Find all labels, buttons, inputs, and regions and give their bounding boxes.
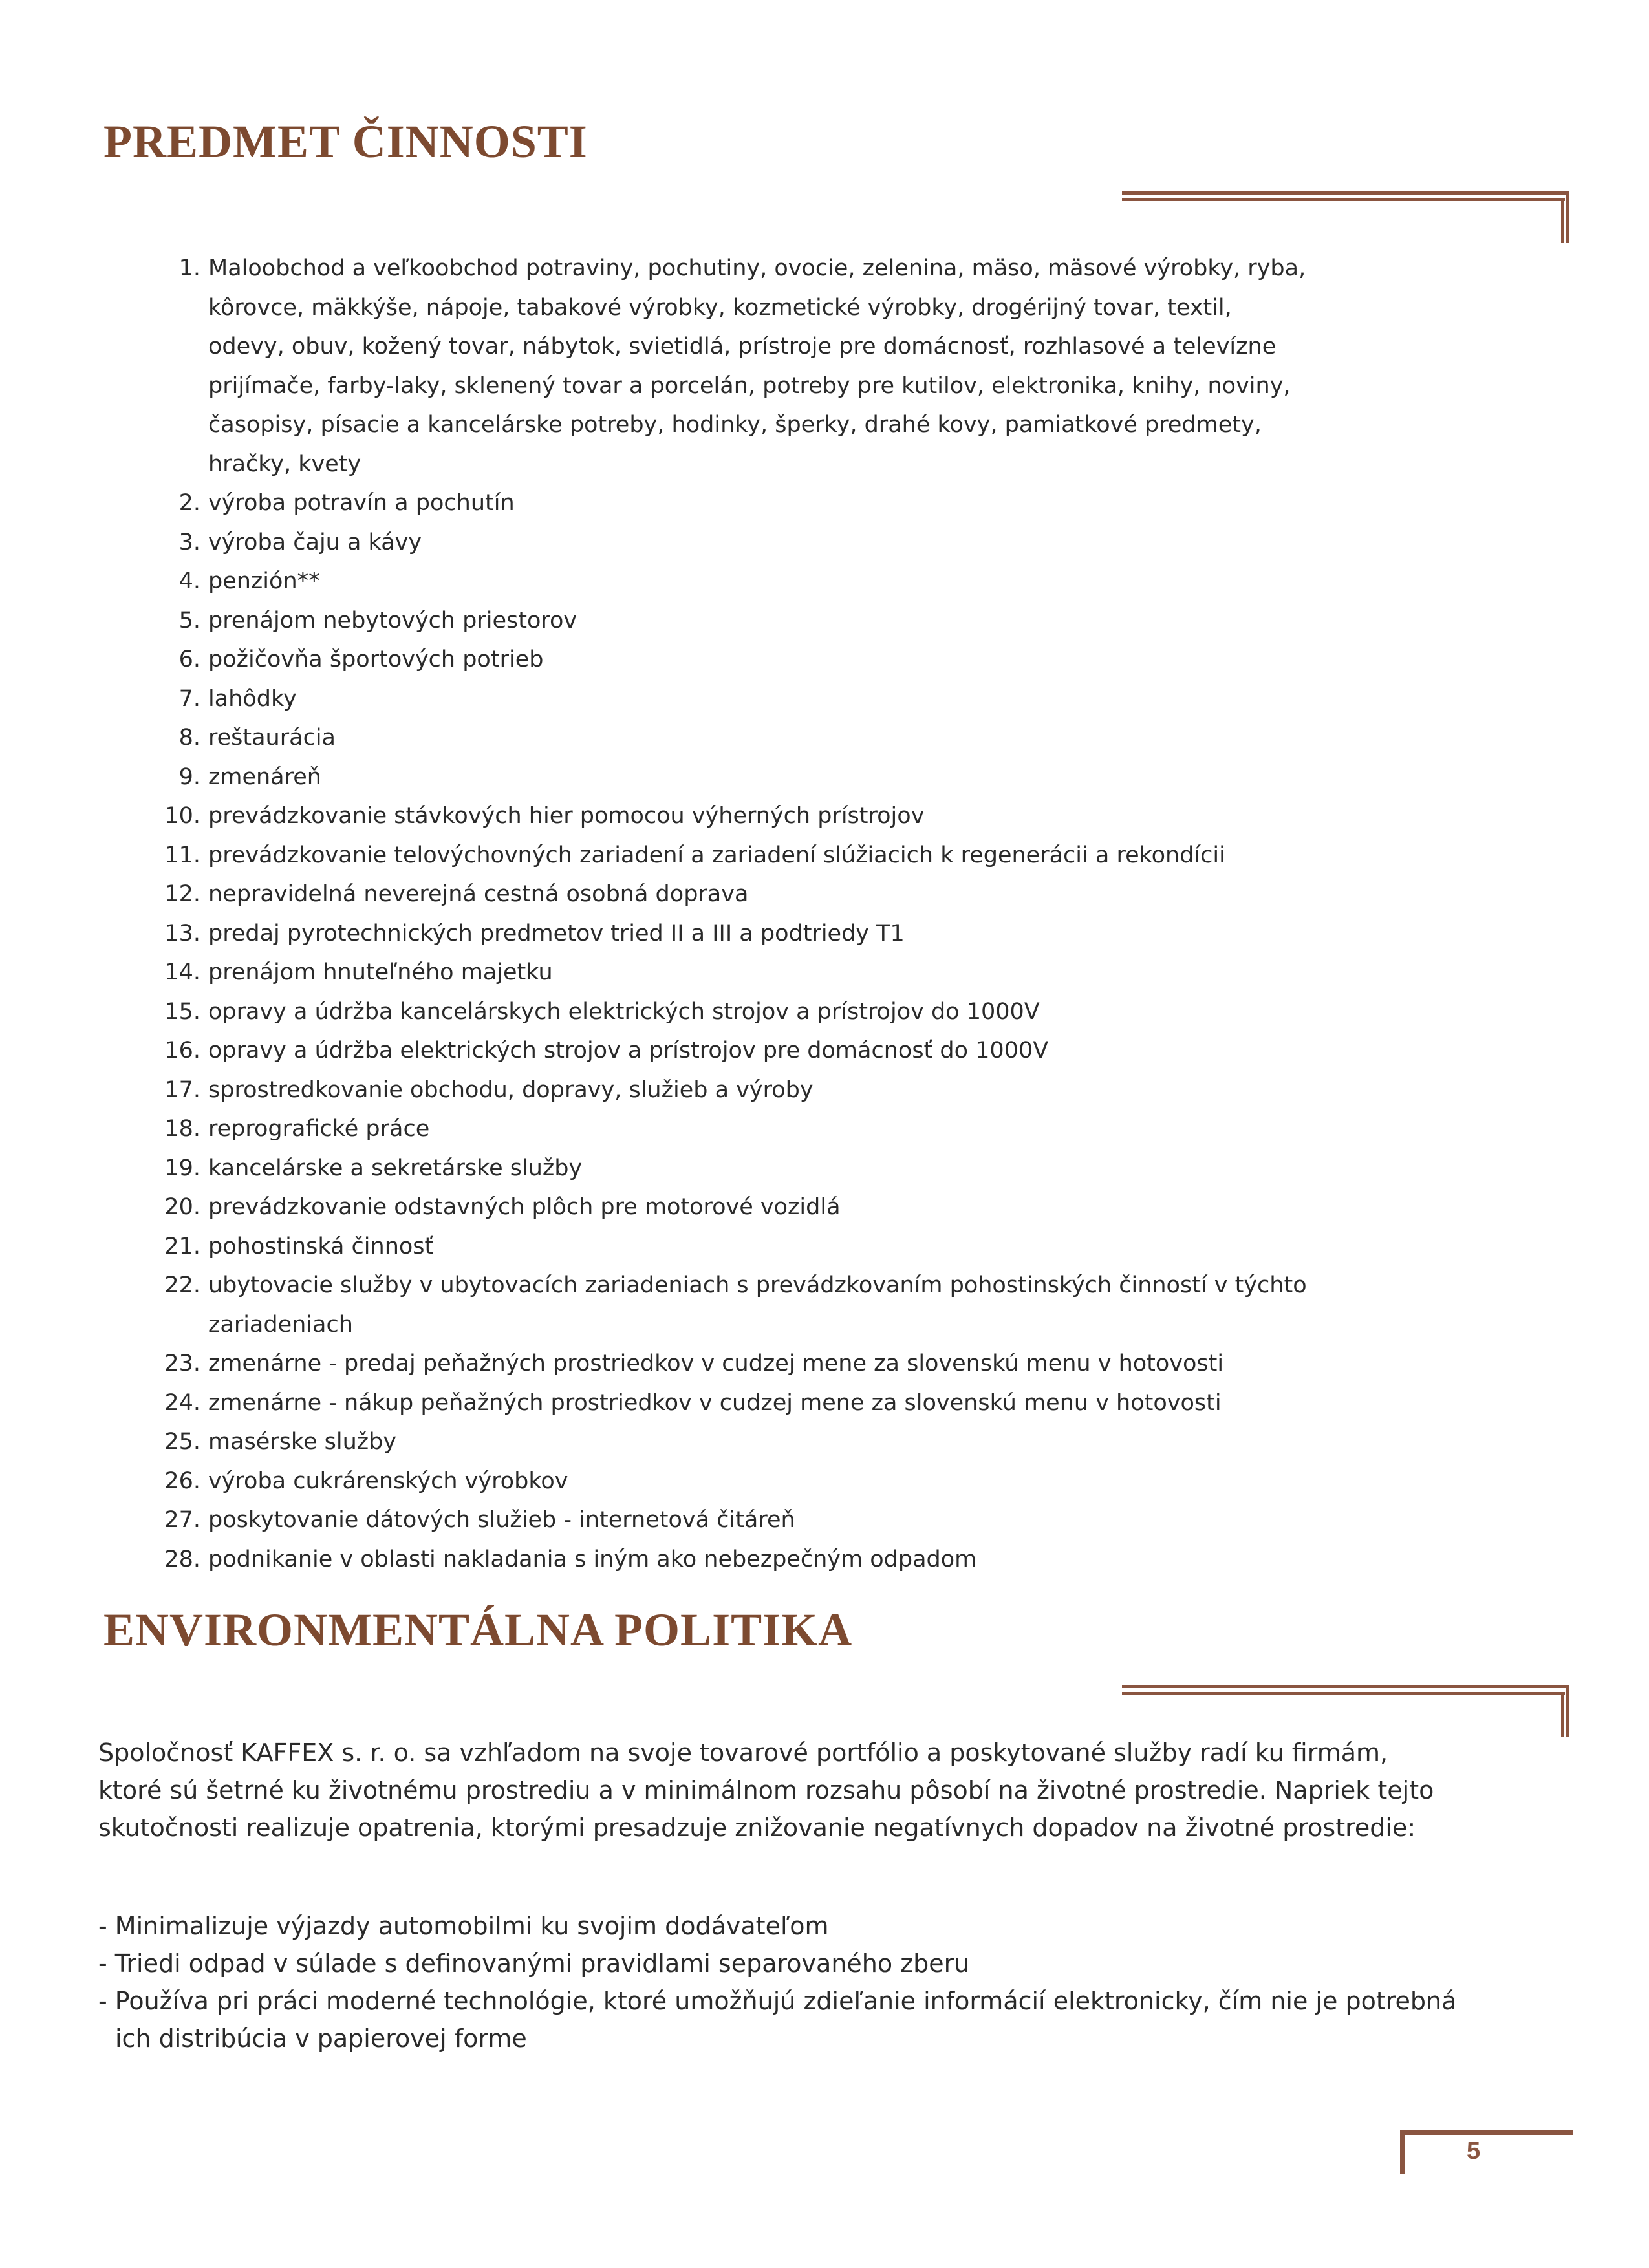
item-number: 11.: [164, 842, 200, 868]
item-text: penzión**: [208, 568, 320, 594]
section-title-predmet-cinnosti: PREDMET ČINNOSTI: [103, 116, 588, 167]
list-item: [155, 1422, 1308, 1462]
item-text: výroba potravín a pochutín: [208, 490, 515, 516]
page-number: 5: [1467, 2137, 1481, 2165]
list-item: [155, 523, 1308, 562]
item-text: zmenáreň: [208, 764, 321, 790]
list-item: [155, 1227, 1308, 1267]
list-item: [155, 249, 1308, 484]
item-text: zmenárne - nákup peňažných prostriedkov v cudzej mene za slovenskú menu v hotovosti: [208, 1389, 1222, 1416]
item-text: reprografické práce: [208, 1116, 430, 1142]
list-item: [155, 1540, 1308, 1579]
list-item: [155, 1266, 1308, 1344]
list-item: - Triedi odpad v súlade s definovanými pravidlami separovaného zberu: [98, 1949, 970, 1978]
item-number: 10.: [164, 803, 200, 829]
item-text: výroba čaju a kávy: [208, 529, 422, 555]
list-item: - Minimalizuje výjazdy automobilmi ku svojim dodávateľom: [98, 1912, 829, 1940]
item-number: 9.: [178, 764, 200, 790]
list-item: [155, 679, 1308, 719]
page-number-frame: [1400, 2130, 1573, 2174]
item-text: prenájom hnuteľného majetku: [208, 959, 553, 985]
item-text: kancelárske a sekretárske služby: [208, 1155, 583, 1181]
item-number: 26.: [164, 1468, 200, 1494]
list-item: [155, 484, 1308, 523]
item-text: masérske služby: [208, 1429, 397, 1455]
item-text: prenájom nebytových priestorov: [208, 607, 577, 634]
item-text: sprostredkovanie obchodu, dopravy, služieb a výroby: [208, 1076, 814, 1103]
item-number: 27.: [164, 1507, 200, 1533]
list-item: [155, 640, 1308, 679]
environmental-policy-paragraph: Spoločnosť KAFFEX s. r. o. sa vzhľadom na svoje tovarové portfólio a poskytované služby radí ku firmám, ktoré sú šetrné ku životnému prostrediu a v minimálnom rozsahu pôsobí na životné prostredie. Napriek tejto skutočnosti realizuje opatrenia, ktorými presadzuje znižovanie negatívnych dopadov na životné prostredie:: [98, 1738, 1434, 1842]
item-number: 19.: [164, 1155, 200, 1181]
item-number: 22.: [164, 1272, 200, 1298]
item-number: 1.: [178, 255, 200, 281]
item-number: 12.: [164, 881, 200, 907]
list-item: [155, 1462, 1308, 1501]
item-text: požičovňa športových potrieb: [208, 647, 544, 672]
item-number: 8.: [178, 725, 200, 751]
item-text: podnikanie v oblasti nakladania s iným ako nebezpečným odpadom: [208, 1546, 977, 1572]
decorative-corner-rule: [1122, 191, 1569, 243]
item-number: 3.: [178, 529, 200, 555]
list-item: [155, 1109, 1308, 1149]
list-item: [155, 1384, 1308, 1423]
environmental-measures-list: [98, 1907, 1489, 2057]
list-item: [155, 1031, 1308, 1071]
item-number: 20.: [164, 1194, 200, 1220]
item-number: 25.: [164, 1429, 200, 1455]
item-text: lahôdky: [208, 685, 297, 712]
item-text: zmenárne - predaj peňažných prostriedkov v cudzej mene za slovenskú menu v hotovosti: [208, 1351, 1224, 1376]
item-number: 17.: [164, 1076, 200, 1103]
item-text: predaj pyrotechnických predmetov tried II a III a podtriedy T1: [208, 920, 905, 947]
list-item: [155, 1071, 1308, 1110]
item-text: nepravidelná neverejná cestná osobná doprava: [208, 881, 749, 907]
item-text: prevádzkovanie telovýchovných zariadení a zariadení slúžiacich k regenerácii a rekondícii: [208, 842, 1225, 868]
list-item: [155, 758, 1308, 797]
item-number: 2.: [178, 490, 200, 516]
item-number: 18.: [164, 1116, 200, 1142]
item-number: 23.: [164, 1351, 200, 1376]
list-item: - Používa pri práci moderné technológie, ktoré umožňujú zdieľanie informácií elektronicky, čím nie je potrebná ich distribúcia v papierovej forme: [98, 1987, 1457, 2053]
item-number: 14.: [164, 959, 200, 985]
activity-list: [155, 249, 1308, 1579]
item-number: 7.: [178, 685, 200, 712]
list-item: [155, 718, 1308, 758]
list-item: [155, 992, 1308, 1032]
list-item: [155, 875, 1308, 914]
section-title-environmentalna-politika: ENVIRONMENTÁLNA POLITIKA: [103, 1604, 853, 1656]
item-text: Maloobchod a veľkoobchod potraviny, pochutiny, ovocie, zelenina, mäso, mäsové výrobky, ryba, kôrovce, mäkkýše, nápoje, tabakové výrobky, kozmetické výrobky, drogérijný tovar, textil, odevy, obuv, kožený tovar, nábytok, svietidlá, prístroje pre domácnosť, rozhlasové a televízne prijímače, farby-laky, sklenený tovar a porcelán, potreby pre kutilov, elektronika, knihy, noviny, časopisy, písacie a kancelárske potreby, hodinky, šperky, drahé kovy, pamiatkové predmety, hračky, kvety: [208, 255, 1306, 477]
decorative-corner-rule: [1122, 1685, 1569, 1737]
item-number: 4.: [178, 568, 200, 594]
list-item: [155, 1501, 1308, 1540]
list-item: [155, 1188, 1308, 1227]
item-number: 5.: [178, 607, 200, 634]
item-number: 21.: [164, 1233, 200, 1259]
list-item: [155, 562, 1308, 601]
item-number: 13.: [164, 920, 200, 947]
item-text: prevádzkovanie stávkových hier pomocou výherných prístrojov: [208, 803, 925, 829]
item-number: 16.: [164, 1038, 200, 1064]
list-item: [155, 953, 1308, 992]
item-number: 15.: [164, 998, 200, 1025]
list-item: [155, 914, 1308, 954]
item-text: reštaurácia: [208, 725, 336, 751]
list-item: [155, 836, 1308, 875]
list-item: [155, 601, 1308, 641]
item-text: poskytovanie dátových služieb - internetová čitáreň: [208, 1507, 795, 1533]
list-item: [155, 797, 1308, 836]
list-item: [155, 1149, 1308, 1188]
item-number: 6.: [178, 647, 200, 672]
item-text: opravy a údržba kancelárskych elektrických strojov a prístrojov do 1000V: [208, 998, 1040, 1025]
item-text: ubytovacie služby v ubytovacích zariadeniach s prevádzkovaním pohostinských činností v týchto zariadeniach: [208, 1272, 1307, 1338]
item-number: 28.: [164, 1546, 200, 1572]
list-item: [155, 1344, 1308, 1384]
item-text: výroba cukrárenských výrobkov: [208, 1468, 568, 1494]
item-text: pohostinská činnosť: [208, 1233, 434, 1259]
item-text: prevádzkovanie odstavných plôch pre motorové vozidlá: [208, 1194, 841, 1220]
item-text: opravy a údržba elektrických strojov a prístrojov pre domácnosť do 1000V: [208, 1038, 1049, 1064]
item-number: 24.: [164, 1389, 200, 1416]
